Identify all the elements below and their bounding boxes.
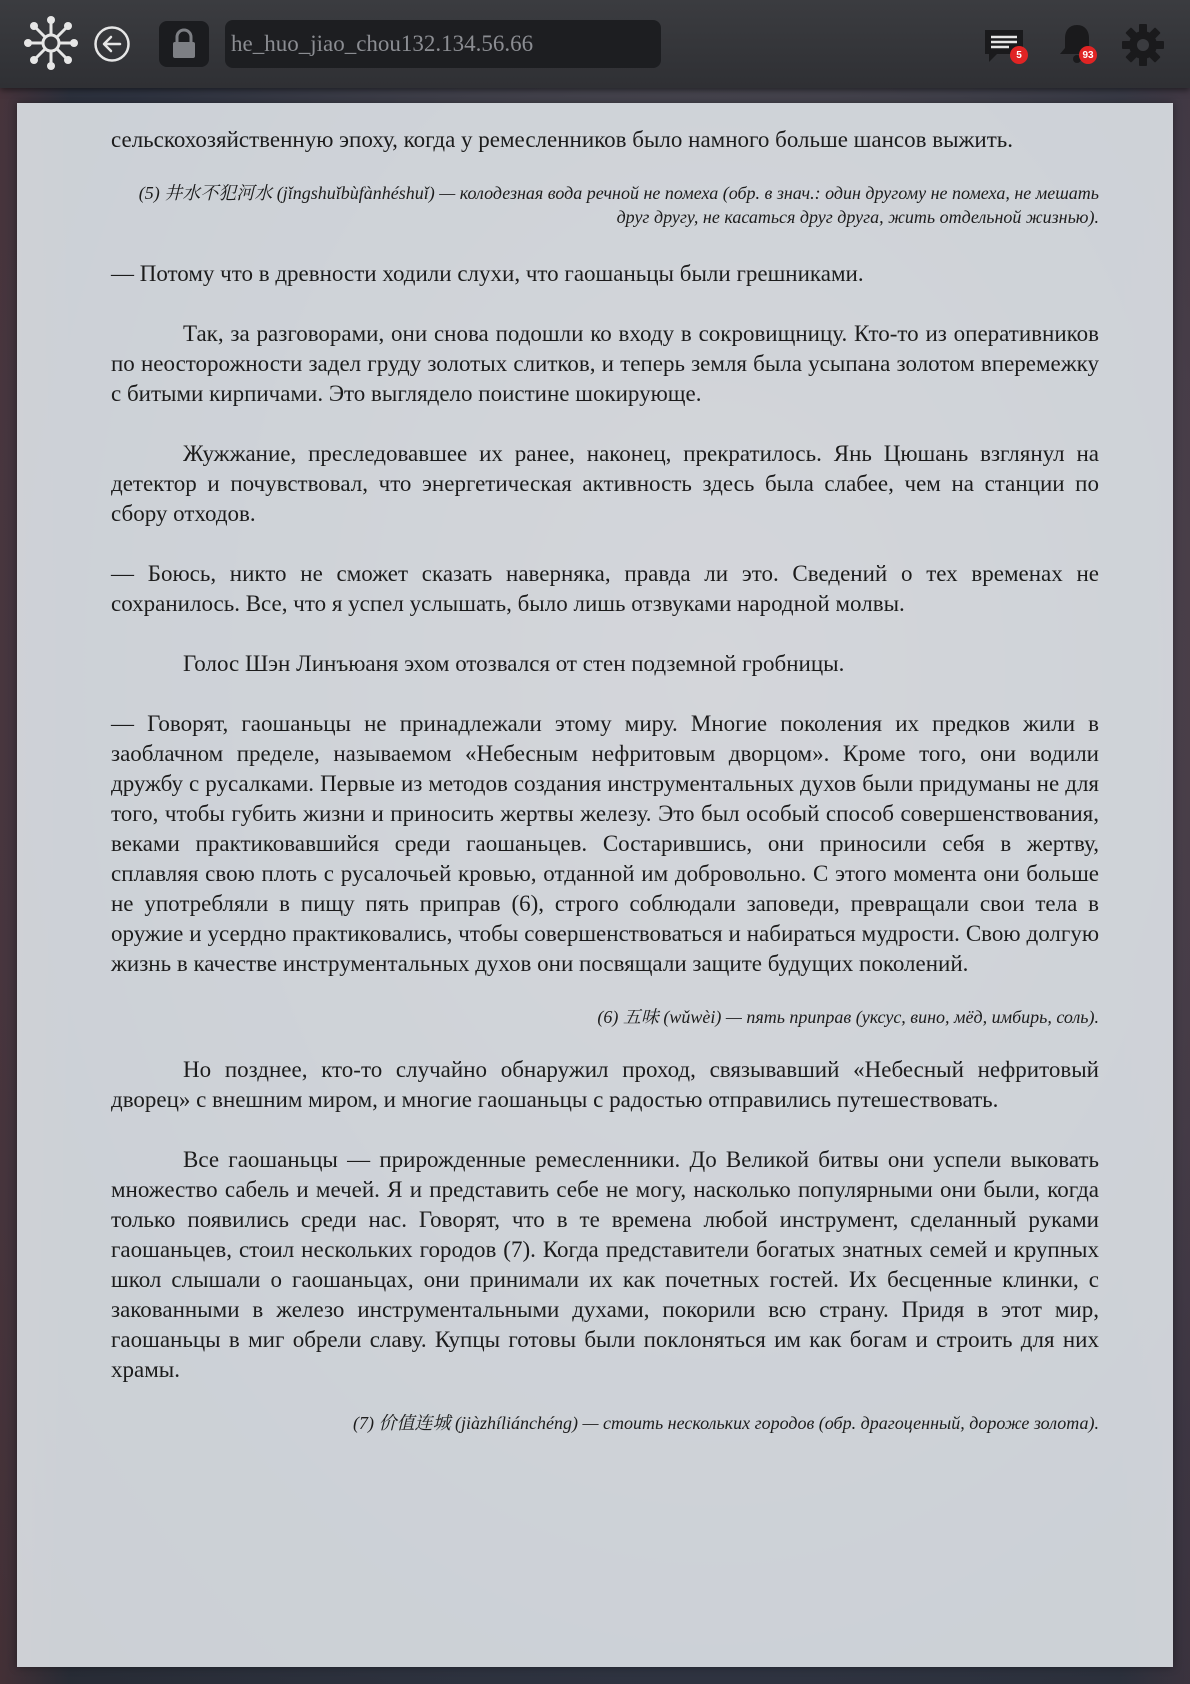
url-field[interactable]: he_huo_jiao_chou132.134.56.66: [225, 20, 661, 68]
paragraph: Голос Шэн Линъюаня эхом отозвался от стен подземной гробницы.: [183, 651, 845, 676]
back-arrow-icon[interactable]: [92, 24, 132, 64]
messages-icon[interactable]: [980, 24, 1028, 68]
paragraph: — Боюсь, никто не сможет сказать наверняка, правда ли это. Сведений о тех временах не сохранилось. Все, что я успел услышать, было лишь отзвуками народной молвы.: [111, 561, 1099, 616]
paragraph: — Говорят, гаошаньцы не принадлежали этому миру. Многие поколения их предков жили в заоблачном пределе, называемом «Небесным нефритовым дворцом». Кроме того, они водили дружбу с русалками. Первые из методов создания инструментальных духов были придуманы не для того, чтобы губить жизни и приносить жертвы железу. Это был особый способ совершенствования, веками практиковавшийся среди гаошаньцев. Состарившись, они приносили себя в жертву, сплавляя свою плоть с русалочьей кровью, отданной им добровольно. С этого момента они больше не употребляли в пищу пять приправ (6), строго соблюдали заповеди, превращали свои тела в оружие и усердно практиковались, чтобы совершенствоваться и набираться мудрости. Свою долгую жизнь в качестве инструментальных духов они посвящали защите будущих поколений.: [111, 711, 1099, 976]
paragraph: — Потому что в древности ходили слухи, что гаошаньцы были грешниками.: [111, 261, 864, 286]
paragraph: сельскохозяйственную эпоху, когда у ремесленников было намного больше шансов выжить.: [111, 127, 1014, 152]
lock-icon[interactable]: [159, 21, 209, 67]
top-toolbar: [0, 0, 1190, 88]
network-logo-icon[interactable]: [22, 14, 80, 72]
reader-page: [17, 103, 1173, 1667]
paragraph: Так, за разговорами, они снова подошли ко входу в сокровищницу. Кто-то из оперативников по неосторожности задел груду золотых слитков, и теперь земля была усыпана золотом вперемежку с битыми кирпичами. Это выглядело поистине шокирующе.: [111, 321, 1099, 406]
messages-badge: 5: [1010, 46, 1028, 64]
notifications-badge: 93: [1079, 46, 1097, 64]
footnote: (7) 价值连城 (jiàzhíliánchéng) — стоить нескольких городов (обр. драгоценный, дороже золота).: [353, 1413, 1099, 1433]
footnote: (6) 五味 (wǔwèi) — пять приправ (уксус, вино, мёд, имбирь, соль).: [597, 1007, 1099, 1027]
paragraph: Но позднее, кто-то случайно обнаружил проход, связывавший «Небесный нефритовый дворец» с внешним миром, и многие гаошаньцы с радостью отправились путешествовать.: [111, 1057, 1099, 1112]
bell-icon[interactable]: [1055, 20, 1099, 68]
paragraph: Жужжание, преследовавшее их ранее, наконец, прекратилось. Янь Цюшань взглянул на детектор и почувствовал, что энергетическая активность здесь была слабее, чем на станции по сбору отходов.: [111, 441, 1099, 526]
chapter-text: [111, 125, 1099, 1435]
paragraph: Все гаошаньцы — прирожденные ремесленники. До Великой битвы они успели выковать множество сабель и мечей. Я и представить себе не могу, насколько популярными они были, когда только появились среди нас. Говорят, что в те времена любой инструмент, сделанный руками гаошаньцев, стоил нескольких городов (7). Когда представители богатых знатных семей и крупных школ слышали о гаошаньцах, они принимали их как почетных гостей. Их бесценные клинки, с закованными в железо инструментальными духами, покорили всю страну. Придя в этот мир, гаошаньцы в миг обрели славу. Купцы готовы были поклоняться им как богам и строить для них храмы.: [111, 1147, 1099, 1382]
gear-icon[interactable]: [1120, 22, 1166, 68]
footnote: (5) 井水不犯河水 (jǐngshuǐbùfànhéshuǐ) — колодезная вода речной не помеха (обр. в знач.: один другому не помеха, не мешать друг другу, не касаться друг друга, жить отдельной жизнью).: [138, 183, 1099, 227]
